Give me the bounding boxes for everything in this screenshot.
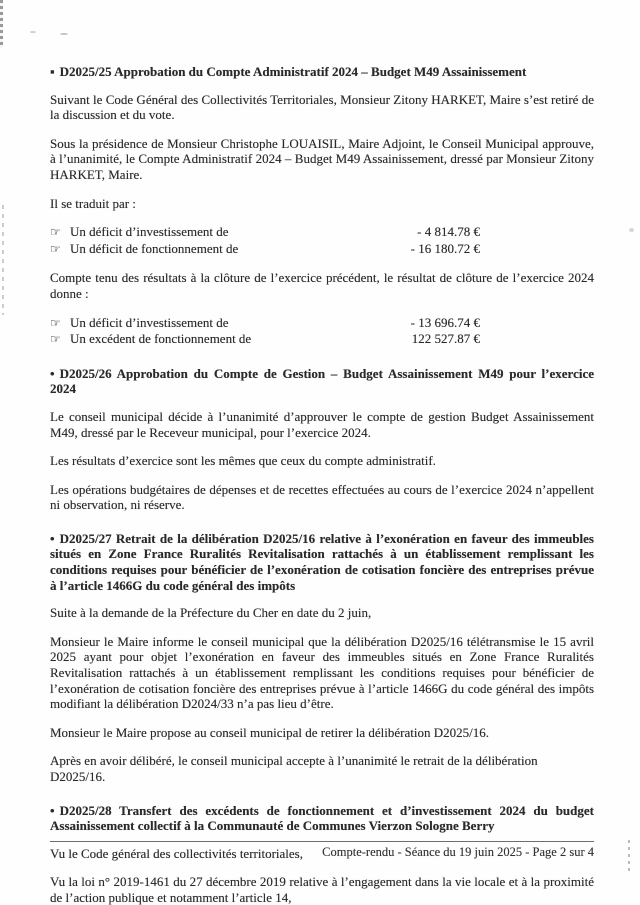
paragraph: Compte tenu des résultats à la clôture de l’exercice précédent, le résultat de clôture de l’exercice 2024 donne : [50,270,594,301]
bullet-icon: • [50,365,55,381]
page-footer [50,841,594,860]
pointing-hand-icon: ☞ [50,241,61,256]
scan-speck [60,33,68,35]
scan-speck [30,31,36,33]
paragraph: Suivant le Code Général des Collectivités Territoriales, Monsieur Zitony HARKET, Maire s’est retiré de la discussion et du vote. [50,91,594,123]
section-title: D2025/28 Transfert des excédents de fonctionnement et d’investissement 2024 du budget Assainissement collectif à la Communauté de Communes Vierzon Sologne Berry [50,802,594,834]
section-heading-d2025-25 [50,64,594,80]
results-list [50,224,594,257]
paragraph: Les résultats d’exercice sont les mêmes que ceux du compte administratif. [50,453,436,469]
section-title: D2025/26 Approbation du Compte de Gestion – Budget Assainissement M49 pour l’exercice 2024 [50,365,594,397]
results-list [50,315,594,348]
scan-artifact-left-dashes [2,205,4,315]
item-label: Un excédent de fonctionnement de [70,331,252,347]
item-label: Un déficit d’investissement de [70,314,229,330]
paragraph: Monsieur le Maire informe le conseil municipal que la délibération D2025/16 télétransmise le 15 avril 2025 ayant pour objet l’exonération en faveur des immeubles situés en Zone France Ruralités Revitalisation rattachés à un établissement remplissant les conditions requises pour bénéficier de l’exonération de cotisation foncière des entreprises prévue à l’article 1466G du code général des impôts modifiant la délibération D2024/33 n’a pas lieu d’être. [50,633,594,712]
paragraph: Les opérations budgétaires de dépenses et de recettes effectuées au cours de l’exercice 2024 n’appellent ni observation, ni réserve. [50,481,594,513]
paragraph: Suite à la demande de la Préfecture du Cher en date du 2 juin, [50,605,372,621]
paragraph: Après en avoir délibéré, le conseil municipal accepte à l’unanimité le retrait de la délibération D2025/16. [50,753,538,784]
paragraph: Sous la présidence de Monsieur Christophe LOUAISIL, Maire Adjoint, le Conseil Municipal approuve, à l’unanimité, le Compte Administratif 2024 – Budget M49 Assainissement, dressé par Monsieur Zitony HARKET, Maire. [50,135,594,182]
scan-artifact-edge-strip [0,0,3,48]
pointing-hand-icon: ☞ [50,332,61,347]
document-body [50,64,594,905]
item-label: Un déficit de fonctionnement de [70,240,239,256]
list-item [50,315,594,332]
section-title: D2025/27 Retrait de la délibération D2025/16 relative à l’exonération en faveur des immeubles situés en Zone France Ruralités Revitalisation rattachés à un établissement remplissant les conditions requises pour bénéficier de l’exonération de cotisation foncière des entreprises prévue à l’article 1466G du code général des impôts [50,530,594,593]
paragraph: Le conseil municipal décide à l’unanimité d’approuver le compte de gestion Budget Assainissement M49, dressé par le Receveur municipal, pour l’exercice 2024. [50,408,594,440]
footer-text: Compte-rendu - Séance du 19 juin 2025 - Page 2 sur 4 [322,845,594,859]
scan-speck [629,228,634,232]
bullet-icon: ▪ [50,64,55,79]
item-amount: - 4 814.78 € [417,224,480,240]
section-heading-d2025-28 [50,803,594,834]
pointing-hand-icon: ☞ [50,315,61,330]
list-item [50,241,594,258]
bullet-icon: • [50,530,55,546]
bullet-icon: • [50,802,55,818]
paragraph: Monsieur le Maire propose au conseil municipal de retirer la délibération D2025/16. [50,724,489,740]
item-amount: - 13 696.74 € [410,314,480,330]
footer-divider [50,841,594,842]
list-item [50,224,594,241]
item-label: Un déficit d’investissement de [70,224,229,240]
paragraph: Il se traduit par : [50,195,136,211]
section-heading-d2025-27 [50,531,594,593]
list-item [50,331,594,348]
section-title: D2025/25 Approbation du Compte Administratif 2024 – Budget M49 Assainissement [59,64,527,79]
pointing-hand-icon: ☞ [50,225,61,240]
item-amount: 122 527.87 € [411,331,480,347]
paragraph: Vu la loi n° 2019-1461 du 27 décembre 2019 relative à l’engagement dans la vie locale et à la proximité de l’action publique et notamment l’article 14, [50,874,594,905]
section-heading-d2025-26 [50,366,594,397]
scan-artifact-right-dashes [628,840,630,874]
paragraph: Vu le Code général des collectivités territoriales, [50,845,303,861]
item-amount: - 16 180.72 € [410,240,480,256]
